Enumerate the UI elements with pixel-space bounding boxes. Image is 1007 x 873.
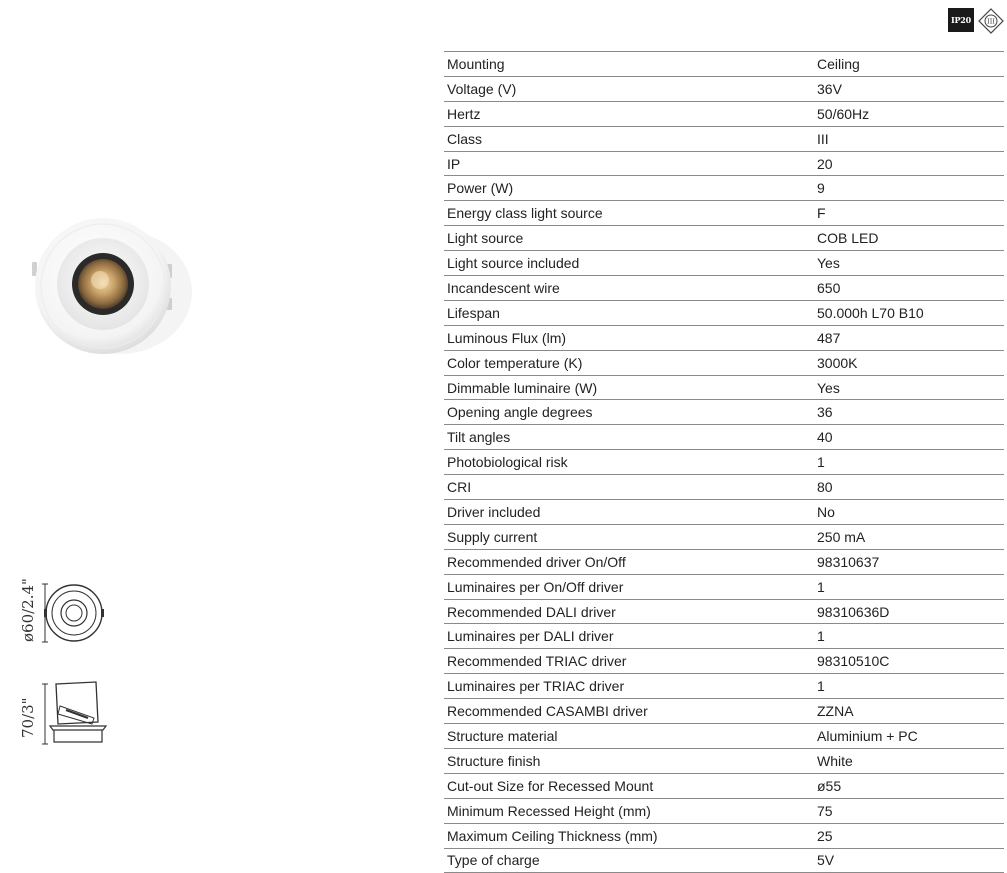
spec-value: 250 mA (814, 524, 1004, 549)
spec-label: Structure finish (444, 748, 814, 773)
spec-value: Yes (814, 251, 1004, 276)
spec-row (444, 624, 1004, 649)
spec-row (444, 126, 1004, 151)
spec-row (444, 773, 1004, 798)
side-view-diagram (10, 678, 130, 750)
spec-label: Maximum Ceiling Thickness (mm) (444, 823, 814, 848)
spec-value: ø55 (814, 773, 1004, 798)
spec-label: Luminaires per On/Off driver (444, 574, 814, 599)
spec-label: Recommended DALI driver (444, 599, 814, 624)
spec-value: 40 (814, 425, 1004, 450)
spec-row (444, 748, 1004, 773)
spec-value: ZZNA (814, 699, 1004, 724)
spec-label: Class (444, 126, 814, 151)
spec-value: 1 (814, 624, 1004, 649)
spec-row (444, 649, 1004, 674)
spec-row (444, 674, 1004, 699)
spec-label: Recommended driver On/Off (444, 549, 814, 574)
spec-row (444, 201, 1004, 226)
height-dimension-label: 70/3" (19, 697, 37, 738)
spec-value: 98310510C (814, 649, 1004, 674)
spec-value: 98310636D (814, 599, 1004, 624)
spec-row (444, 500, 1004, 525)
spec-row (444, 300, 1004, 325)
spec-value: 3000K (814, 350, 1004, 375)
spec-value: 36 (814, 400, 1004, 425)
spec-value: 25 (814, 823, 1004, 848)
spec-label: Structure material (444, 724, 814, 749)
spec-row (444, 425, 1004, 450)
spec-label: Recommended CASAMBI driver (444, 699, 814, 724)
spec-value: F (814, 201, 1004, 226)
spec-label: Voltage (V) (444, 76, 814, 101)
spec-value: 1 (814, 574, 1004, 599)
spec-value: 1 (814, 450, 1004, 475)
spec-label: Light source included (444, 251, 814, 276)
spec-label: Luminaires per TRIAC driver (444, 674, 814, 699)
spec-label: Luminaires per DALI driver (444, 624, 814, 649)
spec-row (444, 276, 1004, 301)
spec-label: Luminous Flux (lm) (444, 325, 814, 350)
spec-row (444, 599, 1004, 624)
ip-rating-badge: IP20 (948, 8, 974, 32)
spec-row (444, 475, 1004, 500)
spec-label: Lifespan (444, 300, 814, 325)
spec-value: 20 (814, 151, 1004, 176)
spec-row (444, 549, 1004, 574)
spec-row (444, 450, 1004, 475)
spec-value: III (814, 126, 1004, 151)
spec-label: CRI (444, 475, 814, 500)
spec-row (444, 251, 1004, 276)
spec-row (444, 724, 1004, 749)
spec-row (444, 848, 1004, 873)
spec-value: 487 (814, 325, 1004, 350)
spec-label: Color temperature (K) (444, 350, 814, 375)
spec-label: Energy class light source (444, 201, 814, 226)
spec-row (444, 699, 1004, 724)
protection-class-label: III (987, 17, 995, 26)
spec-value: Yes (814, 375, 1004, 400)
spec-label: Power (W) (444, 176, 814, 201)
spec-value: 75 (814, 798, 1004, 823)
spec-label: Supply current (444, 524, 814, 549)
spec-label: Type of charge (444, 848, 814, 873)
spec-value: Ceiling (814, 52, 1004, 77)
spec-label: Photobiological risk (444, 450, 814, 475)
spec-row (444, 325, 1004, 350)
spec-label: Minimum Recessed Height (mm) (444, 798, 814, 823)
product-image (20, 208, 200, 368)
spec-label: Hertz (444, 101, 814, 126)
spec-row (444, 350, 1004, 375)
spec-label: Tilt angles (444, 425, 814, 450)
spec-row (444, 101, 1004, 126)
spec-value: No (814, 500, 1004, 525)
spec-value: COB LED (814, 226, 1004, 251)
spec-row (444, 151, 1004, 176)
spec-row (444, 400, 1004, 425)
diameter-dimension-label: ø60/2.4" (19, 578, 37, 642)
spec-row (444, 823, 1004, 848)
specification-table (444, 51, 1004, 873)
protection-class-icon (978, 8, 1004, 34)
spec-value: 80 (814, 475, 1004, 500)
spec-label: Mounting (444, 52, 814, 77)
spec-value: 98310637 (814, 549, 1004, 574)
spec-value: White (814, 748, 1004, 773)
spec-label: Driver included (444, 500, 814, 525)
spec-label: Opening angle degrees (444, 400, 814, 425)
spec-value: 9 (814, 176, 1004, 201)
spec-row (444, 574, 1004, 599)
spec-label: Cut-out Size for Recessed Mount (444, 773, 814, 798)
spec-value: Aluminium + PC (814, 724, 1004, 749)
spec-row (444, 798, 1004, 823)
spec-label: Light source (444, 226, 814, 251)
spec-row (444, 176, 1004, 201)
spec-value: 5V (814, 848, 1004, 873)
spec-label: IP (444, 151, 814, 176)
spec-row (444, 52, 1004, 77)
spec-value: 1 (814, 674, 1004, 699)
top-view-diagram (10, 578, 130, 648)
spec-label: Recommended TRIAC driver (444, 649, 814, 674)
spec-value: 50/60Hz (814, 101, 1004, 126)
spec-value: 36V (814, 76, 1004, 101)
spec-label: Dimmable luminaire (W) (444, 375, 814, 400)
spec-label: Incandescent wire (444, 276, 814, 301)
spec-row (444, 76, 1004, 101)
certification-badges (948, 8, 1004, 34)
spec-row (444, 375, 1004, 400)
spec-value: 50.000h L70 B10 (814, 300, 1004, 325)
spec-row (444, 524, 1004, 549)
spec-value: 650 (814, 276, 1004, 301)
spec-row (444, 226, 1004, 251)
